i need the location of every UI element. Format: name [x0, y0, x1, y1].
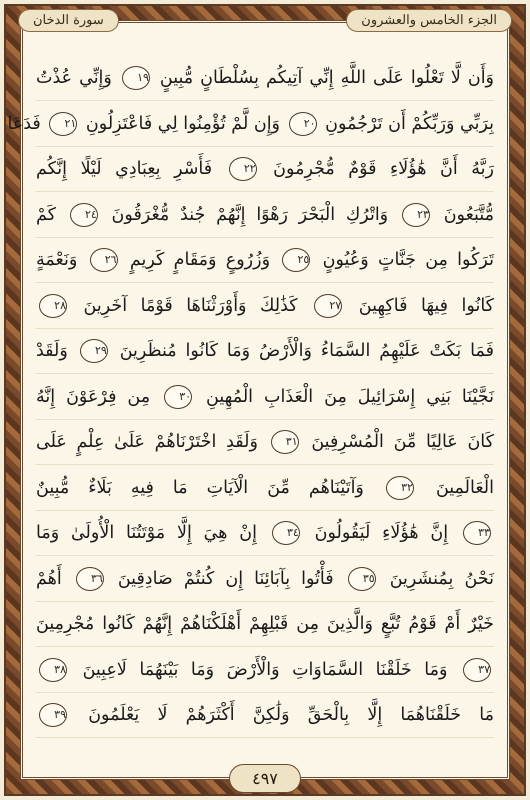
text-line [36, 511, 494, 556]
ayah-marker: ٢١ [49, 112, 77, 136]
ayah-marker: ٢٠ [289, 112, 317, 136]
verse-text: وَآتَيْنَاهُم مِّنَ الْآيَاتِ مَا فِيهِ بَلَاءٌ مُّبِينٌ [36, 477, 364, 498]
verse-text: وَإِنِّي عُذْتُ [36, 68, 112, 88]
ayah-marker: ٣٠ [164, 385, 192, 409]
text-line [36, 284, 494, 329]
ayah-marker: ٢٩ [80, 339, 108, 363]
ayah-marker: ١٩ [122, 66, 150, 90]
verse-text: بِرَبِّي وَرَبِّكُمْ أَن تَرْجُمُونِ [325, 113, 494, 134]
verse-text: نَجَّيْنَا بَنِي إِسْرَائِيلَ مِنَ الْعَذَابِ الْمُهِينِ [206, 386, 494, 407]
ayah-marker: ٣٨ [39, 658, 67, 682]
text-line [36, 238, 494, 283]
verse-text: إِنْ هِيَ إِلَّا مَوْتَتُنَا الْأُولَىٰ وَمَا [36, 523, 257, 543]
ayah-marker: ٣٩ [39, 703, 67, 727]
ayah-marker: ٢٢ [229, 157, 257, 181]
ayah-marker: ٣٧ [463, 658, 491, 682]
ayah-marker: ٣٣ [463, 521, 491, 545]
text-line [36, 147, 494, 192]
text-line [36, 648, 494, 693]
surah-label: سورة الدخان [18, 9, 119, 32]
verse-text: تَرَكُوا مِن جَنَّاتٍ وَعُيُونٍ [322, 250, 494, 270]
ayah-marker: ٢٧ [314, 294, 342, 318]
ayah-marker: ٢٣ [402, 203, 430, 227]
ayah-marker: ٢٤ [70, 203, 98, 227]
verse-text: كَانَ عَالِيًا مِّنَ الْمُسْرِفِينَ [311, 432, 494, 452]
verse-text: إِنَّ هَٰؤُلَاءِ لَيَقُولُونَ [314, 523, 449, 543]
verse-text: كَذَٰلِكَ وَأَوْرَثْنَاهَا قَوْمًا آخَرِينَ [83, 295, 298, 316]
text-line [36, 466, 494, 511]
ayah-marker: ٢٥ [282, 248, 310, 272]
text-line [36, 193, 494, 238]
verse-text: الْعَالَمِينَ [435, 477, 494, 498]
text-line [36, 56, 494, 101]
verse-text: وَلَقَدِ اخْتَرْنَاهُمْ عَلَىٰ عِلْمٍ عَلَى [36, 432, 258, 452]
verse-text: وَإِن لَّمْ تُؤْمِنُوا لِي فَاعْتَزِلُونِ [85, 113, 281, 134]
verse-text: كَانُوا فِيهَا فَاكِهِينَ [358, 295, 494, 316]
ayah-marker: ٣٢ [386, 476, 414, 500]
ayah-marker: ٣٦ [76, 567, 104, 591]
verse-text: وَمَا خَلَقْنَا السَّمَاوَاتِ وَالْأَرْضَ وَمَا بَيْنَهُمَا لَاعِبِينَ [82, 659, 448, 680]
text-line [36, 557, 494, 602]
verse-text: كَمْ [36, 204, 56, 225]
text-line [36, 420, 494, 465]
verse-text: وَزُرُوعٍ وَمَقَامٍ كَرِيمٍ [129, 250, 271, 270]
ayah-marker: ٣٥ [348, 567, 376, 591]
verse-text: وَاتْرُكِ الْبَحْرَ رَهْوًا إِنَّهُمْ جُندٌ مُّغْرَقُونَ [111, 204, 389, 225]
verse-text: مِن فِرْعَوْنَ إِنَّهُ [36, 386, 151, 407]
text-line [36, 329, 494, 374]
verse-text: فَأَسْرِ بِعِبَادِي لَيْلًا إِنَّكُم [36, 159, 213, 179]
verse-text: فَأْتُوا بِآبَائِنَا إِن كُنتُمْ صَادِقِينَ [117, 568, 334, 589]
verse-text: وَلَقَدْ [36, 341, 68, 361]
verse-text: أَهُمْ [36, 568, 62, 589]
page-footer [0, 758, 530, 798]
juz-label: الجزء الخامس والعشرون [346, 9, 512, 32]
verse-text: مَا خَلَقْنَاهُمَا إِلَّا بِالْحَقِّ وَلَٰكِنَّ أَكْثَرَهُمْ لَا يَعْلَمُونَ [88, 705, 494, 725]
quran-text [7, 56, 495, 738]
ayah-marker: ٣١ [271, 430, 299, 454]
verse-text: نَحْنُ بِمُنشَرِينَ [389, 568, 494, 589]
text-line [36, 602, 494, 647]
verse-text: وَنَعْمَةٍ [36, 250, 78, 270]
page-header [18, 2, 512, 38]
verse-text: فَدَعَا [7, 113, 41, 134]
verse-text: مُّتَّبَعُونَ [443, 204, 494, 225]
ayah-marker: ٢٦ [90, 248, 118, 272]
verse-text: رَبَّهُ أَنَّ هَٰؤُلَاءِ قَوْمٌ مُّجْرِمُونَ [273, 159, 494, 179]
verse-text: وَأَن لَّا تَعْلُوا عَلَى اللَّهِ إِنِّي آتِيكُم بِسُلْطَانٍ مُّبِينٍ [159, 68, 495, 88]
ayah-marker: ٣٤ [272, 521, 300, 545]
verse-text: فَمَا بَكَتْ عَلَيْهِمُ السَّمَاءُ وَالْأَرْضُ وَمَا كَانُوا مُنظَرِينَ [119, 341, 494, 361]
verse-text: خَيْرٌ أَمْ قَوْمُ تُبَّعٍ وَالَّذِينَ مِن قَبْلِهِمْ أَهْلَكْنَاهُمْ إِنَّهُمْ كَانُوا مُجْرِمِينَ [36, 614, 494, 634]
ayah-marker: ٢٨ [39, 294, 67, 318]
text-line [7, 102, 494, 147]
text-line [36, 375, 494, 420]
text-line [36, 693, 494, 738]
page-number: ٤٩٧ [229, 764, 301, 793]
